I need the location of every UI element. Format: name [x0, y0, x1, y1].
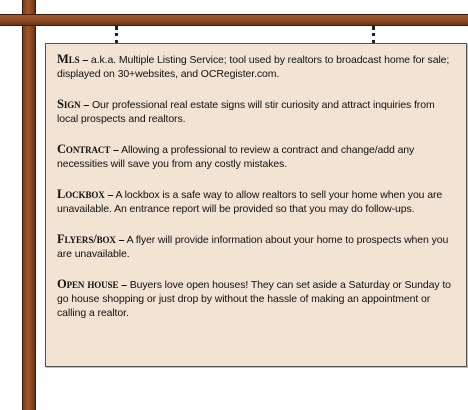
- entry-lockbox: [57, 187, 456, 216]
- term-sign: Sign: [57, 97, 81, 111]
- definition-lockbox: A lockbox is a safe way to allow realtors to sell your home when you are unavailable. An entrance report will be provided so that you may do follow-ups.: [57, 189, 443, 215]
- definition-contract: Allowing a professional to review a contract and change/add any necessities will save you from any costly mistakes.: [57, 144, 415, 170]
- separator: –: [107, 189, 114, 201]
- term-contract: Contract: [57, 142, 111, 156]
- separator: –: [121, 279, 127, 291]
- separator: –: [82, 54, 89, 66]
- right-chain: [372, 26, 375, 44]
- entry-open-house: [57, 277, 456, 320]
- definition-sign: Our professional real estate signs will stir curiosity and attract inquiries from local prospects and realtors.: [57, 99, 435, 125]
- left-chain: [115, 26, 118, 44]
- definition-flyers-box: A flyer will provide information about your home to prospects when you are unavailable.: [57, 234, 449, 260]
- definition-open-house: Buyers love open houses! They can set aside a Saturday or Sunday to go house shopping or just drop by without the hassle of making an appointment or calling a realtor.: [57, 279, 451, 319]
- separator: –: [83, 99, 90, 111]
- sign-arm: [0, 14, 468, 26]
- term-open-house: Open house: [57, 277, 119, 291]
- entry-mls: [57, 52, 456, 81]
- term-lockbox: Lockbox: [57, 187, 105, 201]
- sign-board: [45, 43, 467, 367]
- entry-flyers-box: [57, 232, 456, 261]
- sign-post: [22, 0, 36, 410]
- entry-sign: [57, 97, 456, 126]
- separator: –: [118, 234, 125, 246]
- separator: –: [113, 144, 119, 156]
- entry-contract: [57, 142, 456, 171]
- definition-mls: a.k.a. Multiple Listing Service; tool used by realtors to broadcast home for sale; displayed on 30+websites, and OCRegister.com.: [57, 54, 450, 80]
- term-flyers-box: Flyers/box: [57, 232, 116, 246]
- term-mls: Mls: [57, 52, 80, 66]
